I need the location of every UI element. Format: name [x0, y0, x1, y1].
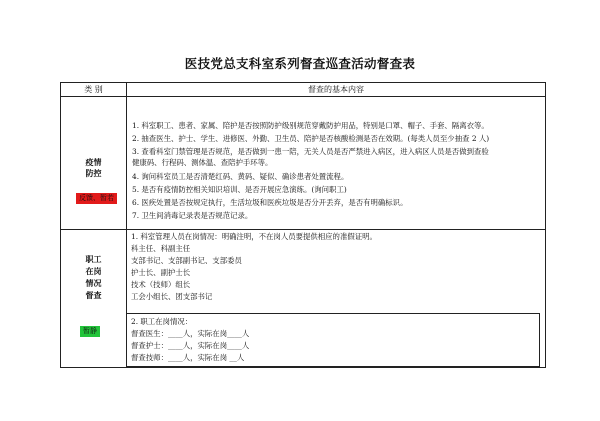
list-item: 7. 卫生间消毒记录表是否规范记录。 — [132, 211, 253, 220]
category-label-line: 督查 — [85, 290, 102, 300]
list-item: 护士长、副护士长 — [131, 268, 191, 277]
page-title: 医技党总支科室系列督查巡查活动督查表 — [184, 56, 416, 71]
table-header-row — [61, 83, 545, 97]
staff-content-cell — [127, 230, 545, 367]
header-content: 督查的基本内容 — [308, 85, 364, 94]
header-category: 类 别 — [61, 83, 127, 96]
category-label-line: 防控 — [85, 168, 102, 178]
list-item: 工会小组长、团支部书记 — [131, 292, 213, 301]
category-label-line: 在岗 — [85, 266, 102, 276]
list-item: 科主任、科副主任 — [131, 244, 191, 253]
list-item: 1. 科室职工、患者、家属、陪护是否按照防护级别规范穿戴防护用品，特别是口罩、帽子、手套、隔离衣等。 — [132, 121, 489, 130]
staff-category-cell — [61, 230, 127, 367]
epidemic-section — [61, 97, 545, 230]
category-label-line: 疫情 — [85, 157, 102, 167]
list-item: 4. 询问科室员工是否清楚红码、黄码、疑似、确诊患者处置流程。 — [132, 172, 349, 181]
list-item: 督查护士：____人，实际在岗____人 — [131, 341, 250, 350]
category-label-line: 情况 — [85, 278, 102, 288]
category-label-line: 职工 — [85, 254, 102, 264]
list-item: 1. 科室管理人员在岗情况：明确注明，不在岗人员要提供相应的准假证明。 — [131, 232, 377, 241]
inspection-table — [60, 82, 546, 368]
status-badge: 反馈、暂若 — [76, 193, 117, 204]
list-item: 6. 医疾处置是否按规定执行，生活垃圾和医疾垃圾是否分开丢弃，是否有明确标识。 — [132, 198, 408, 207]
epidemic-content-cell — [127, 97, 545, 229]
staff-section — [61, 230, 545, 367]
list-item: 督查医生：____人，实际在岗____人 — [131, 329, 250, 338]
list-item: 5. 是否有疫情防控相关知识培训、是否开展应急演练。(询问职工) — [132, 185, 347, 194]
list-item: 2. 职工在岗情况： — [131, 317, 193, 326]
list-item: 督查技师：____人，实际在岗 __人 — [131, 353, 245, 362]
list-item: 支部书记、支部副书记、支部委员 — [131, 256, 242, 265]
list-item: 2. 抽查医生、护士、学生、进修医、外勤、卫生员、陪护是否核酸检测是否在效期。(每类人员至少抽查 2 人) — [132, 134, 490, 143]
status-badge: 暂静 — [80, 326, 100, 337]
list-item: 健康码、行程码、测体温、查陪护手环等。 — [132, 158, 273, 167]
staff-onduty-box — [126, 313, 540, 367]
list-item: 3. 查看科室门禁管理是否规范，是否做到一患一陪，无关人员是否严禁进入病区，进入病区人员是否做到查验 — [132, 147, 489, 156]
epidemic-category-cell — [61, 97, 127, 229]
list-item: 技术（技师）组长 — [131, 280, 191, 289]
